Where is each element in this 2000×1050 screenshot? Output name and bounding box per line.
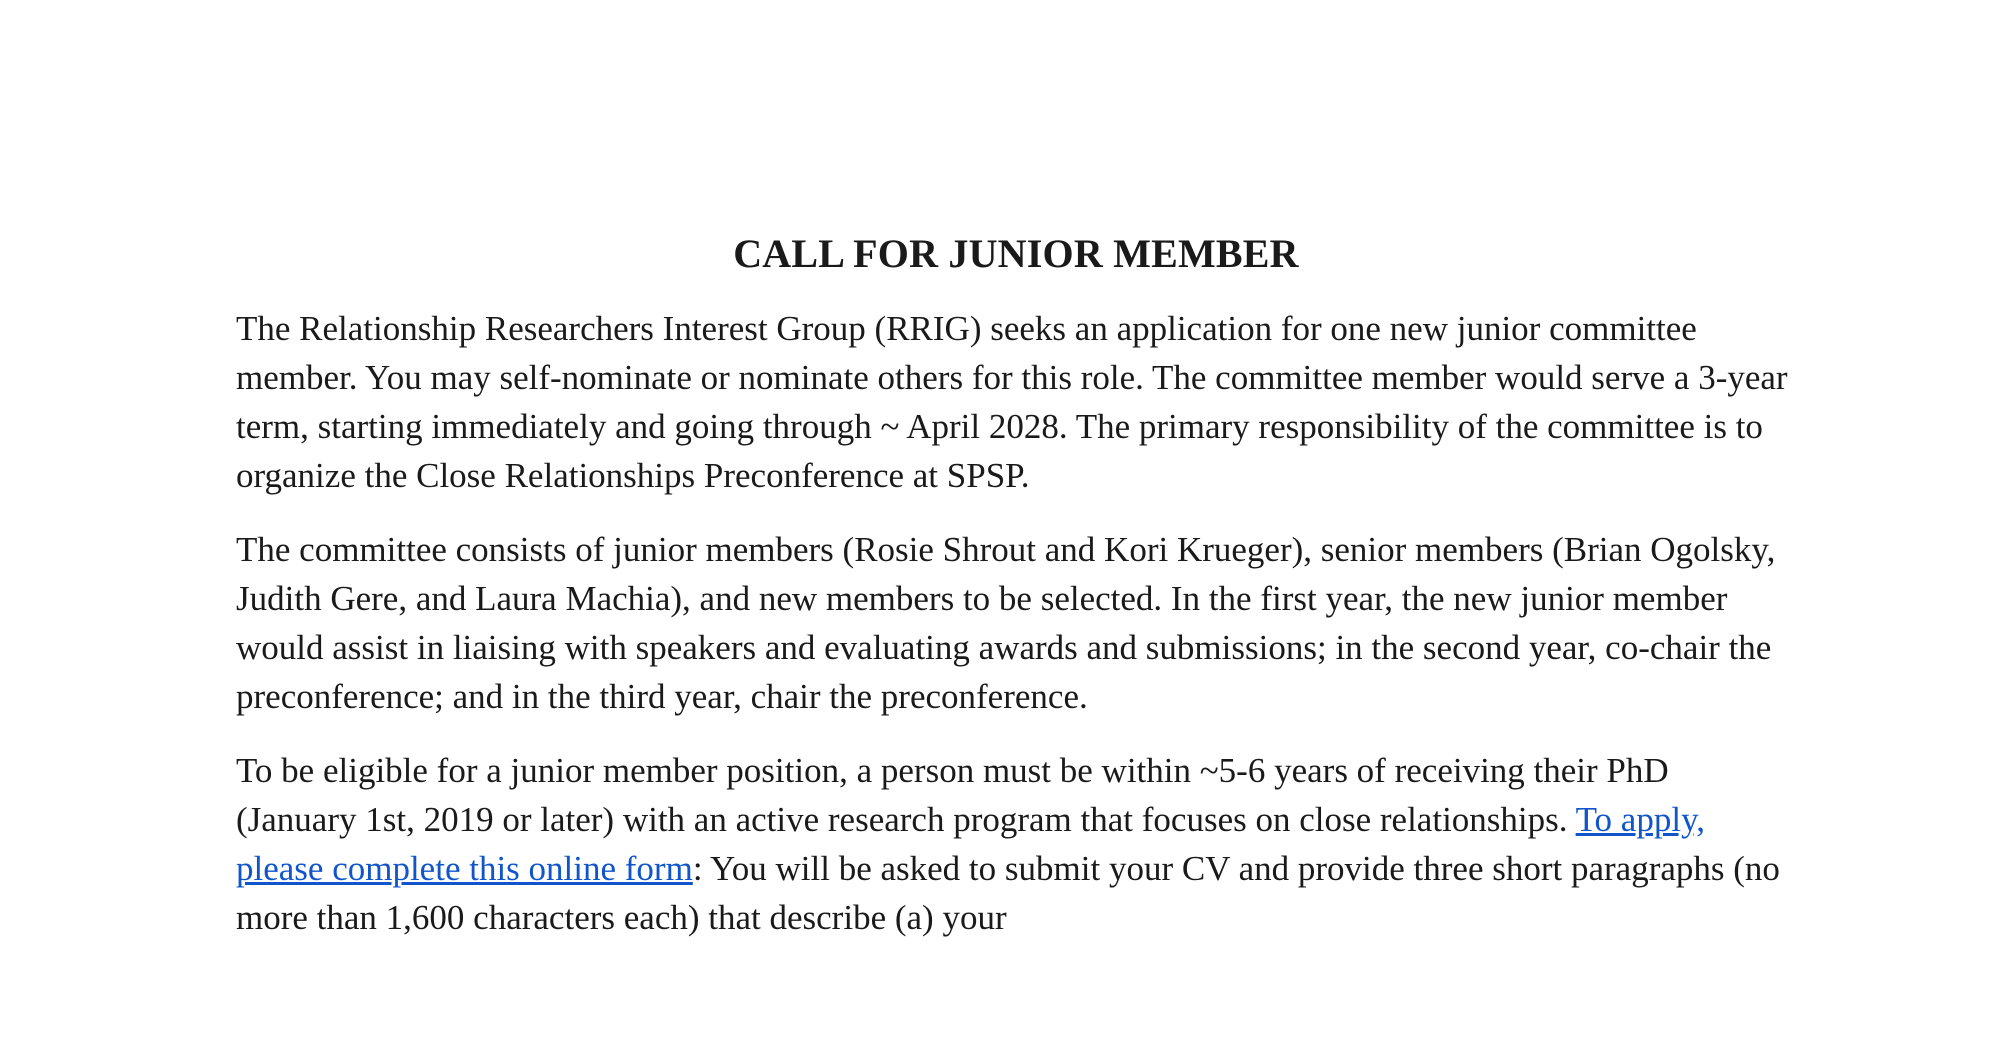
document-body [236,226,1796,967]
eligibility-text-continued: : You will be asked to submit your CV and provide three short paragraphs (no more than 1,600 characters each) that describe (a) your [236,849,1780,937]
paragraph-eligibility [236,746,1796,942]
paragraph-committee: The committee consists of junior members (Rosie Shrout and Kori Krueger), senior members (Brian Ogolsky, Judith Gere, and Laura Machia), and new members to be selected. In the first year, the new junior member would assist in liaising with speakers and evaluating awards and submissions; in the second year, co-chair the preconference; and in the third year, chair the preconference. [236,530,1776,716]
apply-form-link[interactable]: To apply, please complete this online form [236,800,1706,888]
paragraph-intro: The Relationship Researchers Interest Group (RRIG) seeks an application for one new junior committee member. You may self-nominate or nominate others for this role. The committee member would serve a 3-year term, starting immediately and going through ~ April 2028. The primary responsibility of the committee is to organize the Close Relationships Preconference at SPSP. [236,309,1788,495]
eligibility-text: To be eligible for a junior member position, a person must be within ~5-6 years of receiving their PhD (January 1st, 2019 or later) with an active research program that focuses on close relationships. [236,751,1669,839]
document-title: CALL FOR JUNIOR MEMBER [733,231,1299,276]
